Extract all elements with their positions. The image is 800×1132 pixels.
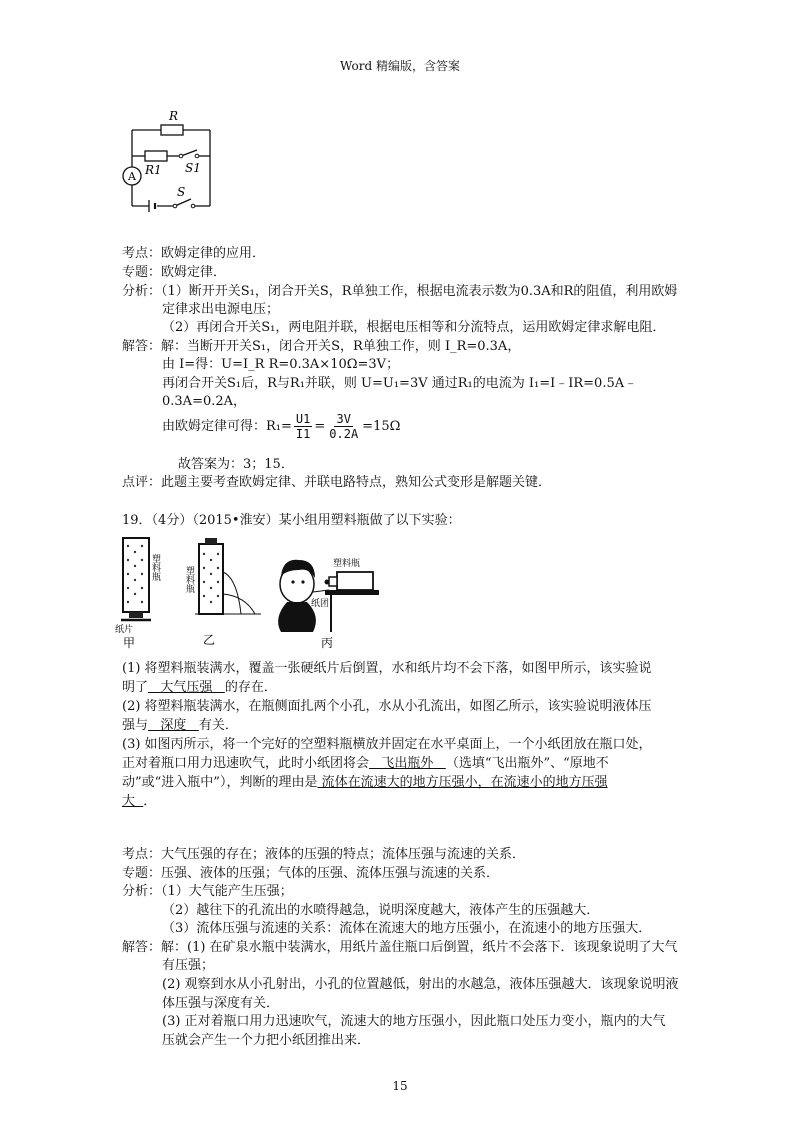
q18-jieda-3: 再闭合开关S₁后，R与R₁并联，则 U=U₁=3V 通过R₁的电流为 I₁=I﹣IR=0.5A﹣: [162, 376, 638, 391]
q19-p3-b: [122, 755, 609, 772]
q19-zhuanti: 专题：压强、液体的压强；气体的压强、流体压强与流速的关系．: [122, 866, 500, 881]
q19-p3-d: [122, 793, 156, 810]
fraction-numerator: U1: [295, 412, 311, 426]
q19-p3-a: (3) 如图丙所示，将一个完好的空塑料瓶横放并固定在水平桌面上，一个小纸团放在瓶口处，: [122, 737, 652, 752]
label-r1: R1: [145, 163, 162, 177]
bottle-bing: [325, 572, 380, 632]
person-blowing: [278, 560, 329, 632]
jia-bottle-label: 塑料瓶: [150, 554, 160, 581]
bottle-experiment-figure: [115, 532, 385, 650]
q19-jieda-3: (3) 正对着瓶口用力迅速吹气，流速大的地方压强小，因此瓶口处压力变小，瓶内的大气: [162, 1014, 666, 1029]
bottle-jia: [121, 538, 151, 620]
q19-p1-answer: 大气压强: [148, 680, 225, 695]
fraction-numerator: 3V: [336, 412, 351, 426]
q19-jieda-1b: 有压强；: [162, 958, 215, 973]
formula-prefix: 由欧姆定律可得：R₁=: [162, 419, 292, 434]
q19-p1-a: (1) 将塑料瓶装满水，覆盖一张硬纸片后倒置，水和纸片均不会下落，如图甲所示，该实验说: [122, 661, 652, 676]
q19-title: 19．（4分）（2015•淮安）某小组用塑料瓶做了以下实验：: [122, 513, 461, 528]
q19-p3-prefix: 正对着瓶口用力迅速吹气，此时小纸团将会: [122, 756, 370, 771]
label-s1: S1: [185, 161, 201, 175]
formula-suffix: =15Ω: [362, 419, 401, 434]
resistor-r: [161, 125, 183, 135]
q19-p2-a: (2) 将塑料瓶装满水，在瓶侧面扎两个小孔，水从小孔流出，如图乙所示，该实验说明液体压: [122, 699, 652, 714]
label-jia: 甲: [123, 636, 136, 650]
ammeter-label: A: [128, 170, 136, 183]
bing-ball-label: 纸团: [311, 599, 330, 609]
label-s: S: [177, 185, 186, 199]
q18-zhuanti: 专题：欧姆定律．: [122, 265, 227, 280]
q19-p2-b: [122, 717, 238, 734]
fraction-denominator: 0.2A: [329, 427, 359, 441]
yi-bottle-label: 塑料瓶: [184, 566, 194, 593]
q19-p3-c-prefix: 动”或“进入瓶中”），判断的理由是: [122, 775, 318, 790]
q19-jieda-3b: 压就会产生一个力把小纸团推出来．: [162, 1033, 371, 1048]
fraction-u1-i1: [294, 412, 312, 441]
jia-paper-label: 纸片: [115, 625, 134, 635]
q19-kaodian: 考点：大气压强的存在；液体的压强的特点；流体压强与流速的关系．: [122, 847, 526, 862]
fraction-denominator: I1: [295, 427, 311, 441]
resistor-r1: [145, 151, 167, 161]
q18-kaodian: 考点：欧姆定律的应用．: [122, 246, 266, 261]
fraction-3v-0.2a: [327, 412, 360, 441]
bing-bottle-label: 塑料瓶: [333, 559, 361, 569]
q19-p3-answer-2b: 大: [122, 794, 144, 809]
q18-jieda-3b: 0.3A=0.2A，: [162, 394, 247, 409]
q19-p1-b: [122, 679, 277, 696]
page-header: Word 精编版，含答案: [340, 59, 460, 73]
q19-fenxi-3: （3）流体压强与流速的关系：流体在流速大的地方压强小，在流速小的地方压强大．: [162, 921, 652, 936]
q18-jieda-2: 由 I=得：U=I_R R=0.3A×10Ω=3V；: [162, 357, 400, 372]
label-r: R: [169, 109, 179, 123]
q18-jieda-1: 解答：解：当断开开关S₁，闭合开关S，R单独工作，则 I_R=0.3A，: [122, 339, 521, 354]
q19-jieda-2b: 体压强与深度有关．: [162, 996, 280, 1011]
q18-dianping: 点评：此题主要考查欧姆定律、并联电路特点，熟知公式变形是解题关键．: [122, 475, 552, 490]
q19-p3-end: ．: [143, 794, 157, 809]
q19-p3-answer-2a: 流体在流速大的地方压强小，在流速小的地方压强: [317, 775, 608, 790]
label-bing: 丙: [321, 636, 334, 650]
q18-answer: 故答案为：3；15．: [178, 457, 294, 472]
q19-p2-suffix: 有关．: [198, 718, 238, 733]
q18-fenxi-2: （2）再闭合开关S₁，两电阻并联，根据电压相等和分流特点，运用欧姆定律求解电阻．: [162, 320, 666, 335]
q19-p2-prefix: 强与: [122, 718, 149, 733]
bottle-yi: [195, 538, 261, 614]
q19-p3-c: [122, 774, 608, 791]
q19-jieda-1: 解答：解：(1) 在矿泉水瓶中装满水，用纸片盖住瓶口后倒置，纸片不会落下．该现象说明了大气: [122, 940, 678, 955]
q19-p1-prefix: 明了: [122, 680, 149, 695]
q18-fenxi-1: 分析：（1）断开开关S₁，闭合开关S，R单独工作，根据电流表示数为0.3A和R的阻值，利用欧姆: [122, 284, 678, 299]
formula-equals: =: [314, 419, 326, 434]
q19-p3-answer-1: 飞出瓶外: [369, 756, 446, 771]
q19-fenxi-1: 分析：（1）大气能产生压强；: [122, 884, 293, 899]
q19-p1-suffix: 的存在．: [224, 680, 277, 695]
q18-fenxi-1b: 定律求出电源电压；: [162, 302, 280, 317]
q19-p2-answer: 深度: [148, 718, 199, 733]
q19-fenxi-2: （2）越往下的孔流出的水喷得越急，说明深度越大，液体产生的压强越大．: [162, 903, 600, 918]
label-yi: 乙: [203, 633, 216, 647]
q18-jieda-4: [162, 412, 400, 441]
circuit-diagram: [115, 108, 225, 218]
q19-jieda-2: (2) 观察到水从小孔射出，小孔的位置越低，射出的水越急，液体压强越大．该现象说明液: [162, 977, 679, 992]
page-number: 15: [392, 1079, 408, 1093]
q19-p3-suffix: （选填“飞出瓶外”、“原地不: [445, 756, 609, 771]
